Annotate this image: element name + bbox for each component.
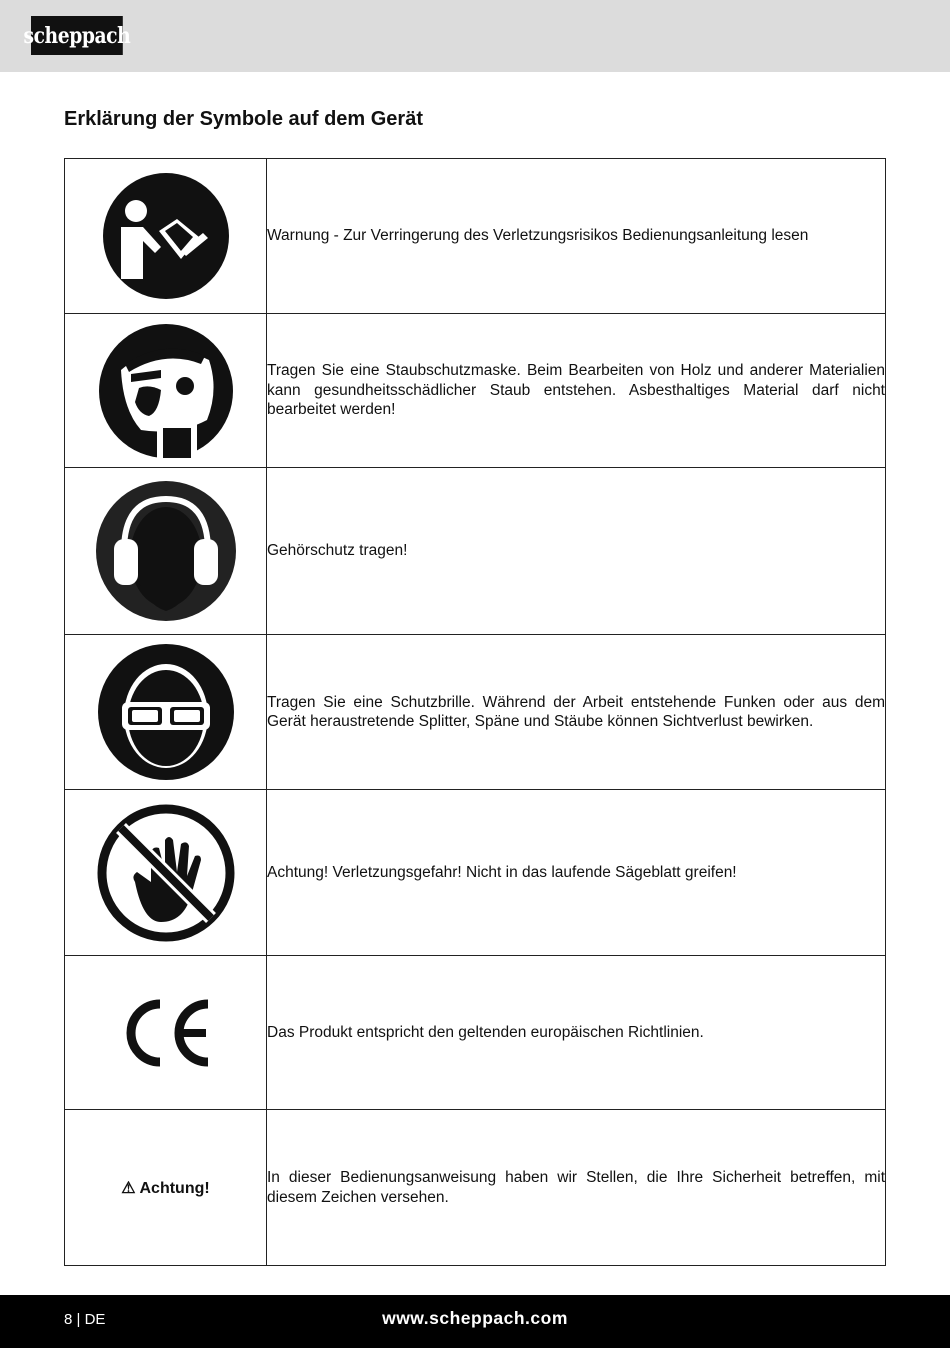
page-title: Erklärung der Symbole auf dem Gerät (64, 108, 423, 130)
safety-goggles-icon (98, 644, 234, 780)
symbol-description: Gehörschutz tragen! (267, 468, 886, 635)
ear-protection-icon (96, 481, 236, 621)
symbol-description: Tragen Sie eine Schutzbrille. Während der Arbeit entstehende Funken oder aus dem Gerät heraustretende Splitter, Späne und Stäube können Sichtverlust bewirken. (267, 635, 886, 790)
footer-bar (0, 1295, 950, 1348)
warning-label: ⚠ Achtung! (121, 1179, 210, 1197)
symbol-description: Achtung! Verletzungsgefahr! Nicht in das laufende Sägeblatt greifen! (267, 790, 886, 956)
website-url: www.scheppach.com (382, 1308, 568, 1328)
table-row (65, 468, 886, 635)
no-hands-icon (97, 804, 235, 942)
symbol-cell (65, 159, 267, 314)
symbol-cell (65, 635, 267, 790)
table-row (65, 314, 886, 468)
symbol-cell (65, 1110, 267, 1266)
table-row (65, 1110, 886, 1266)
table-row (65, 790, 886, 956)
ce-mark-icon (118, 998, 214, 1068)
symbol-description: Tragen Sie eine Staubschutzmaske. Beim Bearbeiten von Holz und anderer Materialien kann gesundheitsschädlicher Staub entstehen. Asbesthaltiges Material darf nicht bearbeitet werden! (267, 314, 886, 468)
symbol-description: Warnung - Zur Verringerung des Verletzungsrisikos Bedienungsanleitung lesen (267, 159, 886, 314)
symbol-description: Das Produkt entspricht den geltenden europäischen Richtlinien. (267, 956, 886, 1110)
dust-mask-icon (99, 324, 233, 458)
table-row (65, 635, 886, 790)
symbol-table (64, 158, 886, 1266)
symbol-cell (65, 956, 267, 1110)
symbol-description: In dieser Bedienungsanweisung haben wir Stellen, die Ihre Sicherheit betreffen, mit diesem Zeichen versehen. (267, 1110, 886, 1266)
table-row (65, 159, 886, 314)
symbol-cell (65, 468, 267, 635)
read-manual-icon (103, 173, 229, 299)
table-row (65, 956, 886, 1110)
page-number: 8 | DE (64, 1311, 106, 1328)
header-bar (0, 0, 950, 72)
symbol-cell (65, 314, 267, 468)
brand-logo: scheppach (31, 16, 123, 55)
symbol-cell (65, 790, 267, 956)
